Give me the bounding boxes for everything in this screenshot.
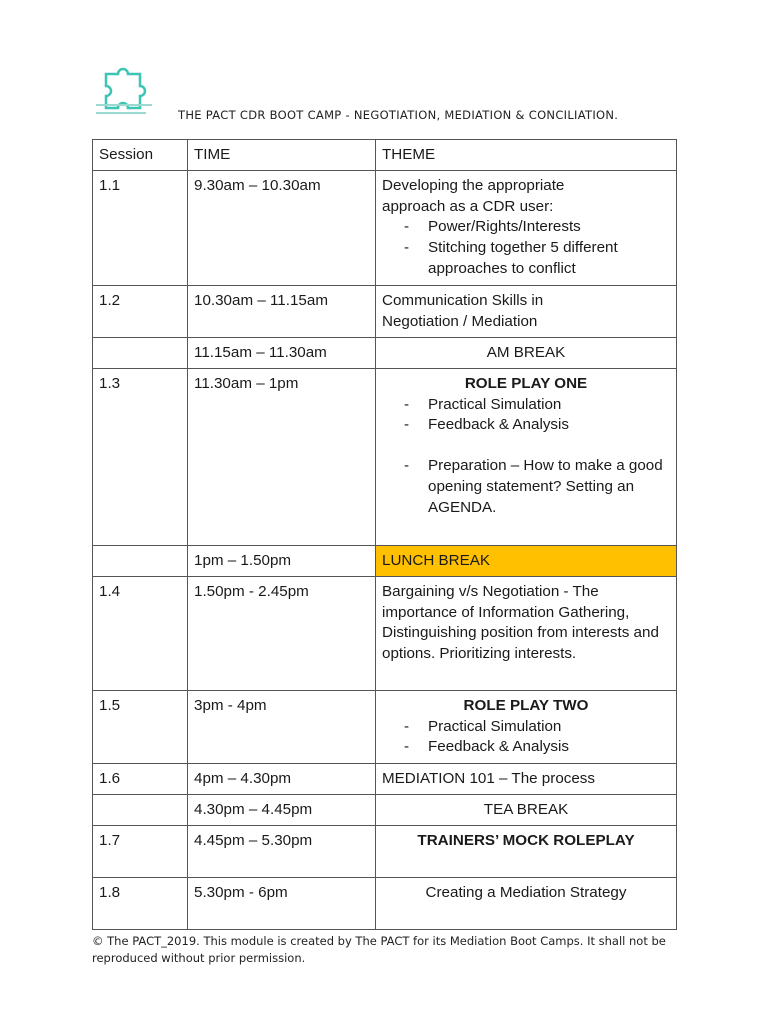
copyright-footer: © The PACT_2019. This module is created by The PACT for its Mediation Boot Camps. It shall not be reproduced without prior permission. bbox=[92, 934, 666, 965]
time-cell: 4.45pm – 5.30pm bbox=[188, 826, 376, 878]
theme-line: Communication Skills in bbox=[382, 292, 544, 309]
theme-line: approach as a CDR user: bbox=[382, 197, 554, 215]
time-cell: 11.15am – 11.30am bbox=[188, 338, 376, 369]
document-title: THE PACT CDR BOOT CAMP - NEGOTIATION, MEDIATION & CONCILIATION. bbox=[178, 108, 619, 122]
theme-cell bbox=[376, 171, 677, 286]
schedule-table bbox=[92, 139, 677, 930]
time-cell: 1.50pm - 2.45pm bbox=[188, 577, 376, 691]
theme-cell: AM BREAK bbox=[376, 338, 677, 369]
session-cell bbox=[93, 338, 188, 369]
table-row bbox=[93, 546, 677, 577]
theme-cell: Creating a Mediation Strategy bbox=[376, 878, 677, 930]
session-cell: 1.5 bbox=[93, 691, 188, 764]
theme-line: Negotiation / Mediation bbox=[382, 312, 538, 330]
theme-cell bbox=[376, 286, 677, 338]
session-cell: 1.8 bbox=[93, 878, 188, 930]
bullet-list bbox=[382, 456, 670, 518]
bullet-list bbox=[382, 217, 670, 279]
time-cell: 3pm - 4pm bbox=[188, 691, 376, 764]
session-cell bbox=[93, 546, 188, 577]
table-row bbox=[93, 338, 677, 369]
theme-line: Developing the appropriate bbox=[382, 177, 565, 194]
bullet-item: - Feedback & Analysis bbox=[382, 737, 670, 758]
pact-logo bbox=[92, 60, 156, 122]
theme-cell: MEDIATION 101 – The process bbox=[376, 764, 677, 795]
session-cell: 1.2 bbox=[93, 286, 188, 338]
table-row bbox=[93, 171, 677, 286]
session-cell: 1.4 bbox=[93, 577, 188, 691]
bullet-list bbox=[382, 717, 670, 758]
theme-cell: TEA BREAK bbox=[376, 795, 677, 826]
theme-cell bbox=[376, 691, 677, 764]
time-cell: 1pm – 1.50pm bbox=[188, 546, 376, 577]
session-cell: 1.3 bbox=[93, 369, 188, 546]
header-time: TIME bbox=[188, 140, 376, 171]
session-cell bbox=[93, 795, 188, 826]
theme-title: TRAINERS’ MOCK ROLEPLAY bbox=[376, 826, 677, 878]
header-theme: THEME bbox=[376, 140, 677, 171]
table-row bbox=[93, 764, 677, 795]
time-cell: 5.30pm - 6pm bbox=[188, 878, 376, 930]
bullet-list bbox=[382, 395, 670, 436]
bullet-item: - Power/Rights/Interests bbox=[382, 217, 670, 238]
bullet-item: - Stitching together 5 different approaches to conflict bbox=[382, 238, 670, 279]
theme-cell: Bargaining v/s Negotiation - The importance of Information Gathering, Distinguishing position from interests and options. Prioritizing interests. bbox=[376, 577, 677, 691]
theme-title: ROLE PLAY ONE bbox=[464, 375, 588, 392]
session-cell: 1.6 bbox=[93, 764, 188, 795]
theme-cell bbox=[376, 369, 677, 546]
bullet-item: - Practical Simulation bbox=[382, 395, 670, 416]
time-cell: 4.30pm – 4.45pm bbox=[188, 795, 376, 826]
time-cell: 10.30am – 11.15am bbox=[188, 286, 376, 338]
table-row bbox=[93, 878, 677, 930]
bullet-item: - Practical Simulation bbox=[382, 717, 670, 738]
table-header-row bbox=[93, 140, 677, 171]
table-row bbox=[93, 369, 677, 546]
bullet-item: - Preparation – How to make a good opening statement? Setting an AGENDA. bbox=[382, 456, 670, 518]
table-row bbox=[93, 795, 677, 826]
table-row bbox=[93, 577, 677, 691]
time-cell: 11.30am – 1pm bbox=[188, 369, 376, 546]
theme-title: ROLE PLAY TWO bbox=[463, 697, 589, 714]
bullet-item: - Feedback & Analysis bbox=[382, 415, 670, 436]
time-cell: 9.30am – 10.30am bbox=[188, 171, 376, 286]
lunch-break-cell: LUNCH BREAK bbox=[376, 546, 677, 577]
session-cell: 1.7 bbox=[93, 826, 188, 878]
time-cell: 4pm – 4.30pm bbox=[188, 764, 376, 795]
table-row bbox=[93, 826, 677, 878]
session-cell: 1.1 bbox=[93, 171, 188, 286]
table-row bbox=[93, 286, 677, 338]
header-session: Session bbox=[93, 140, 188, 171]
table-row bbox=[93, 691, 677, 764]
